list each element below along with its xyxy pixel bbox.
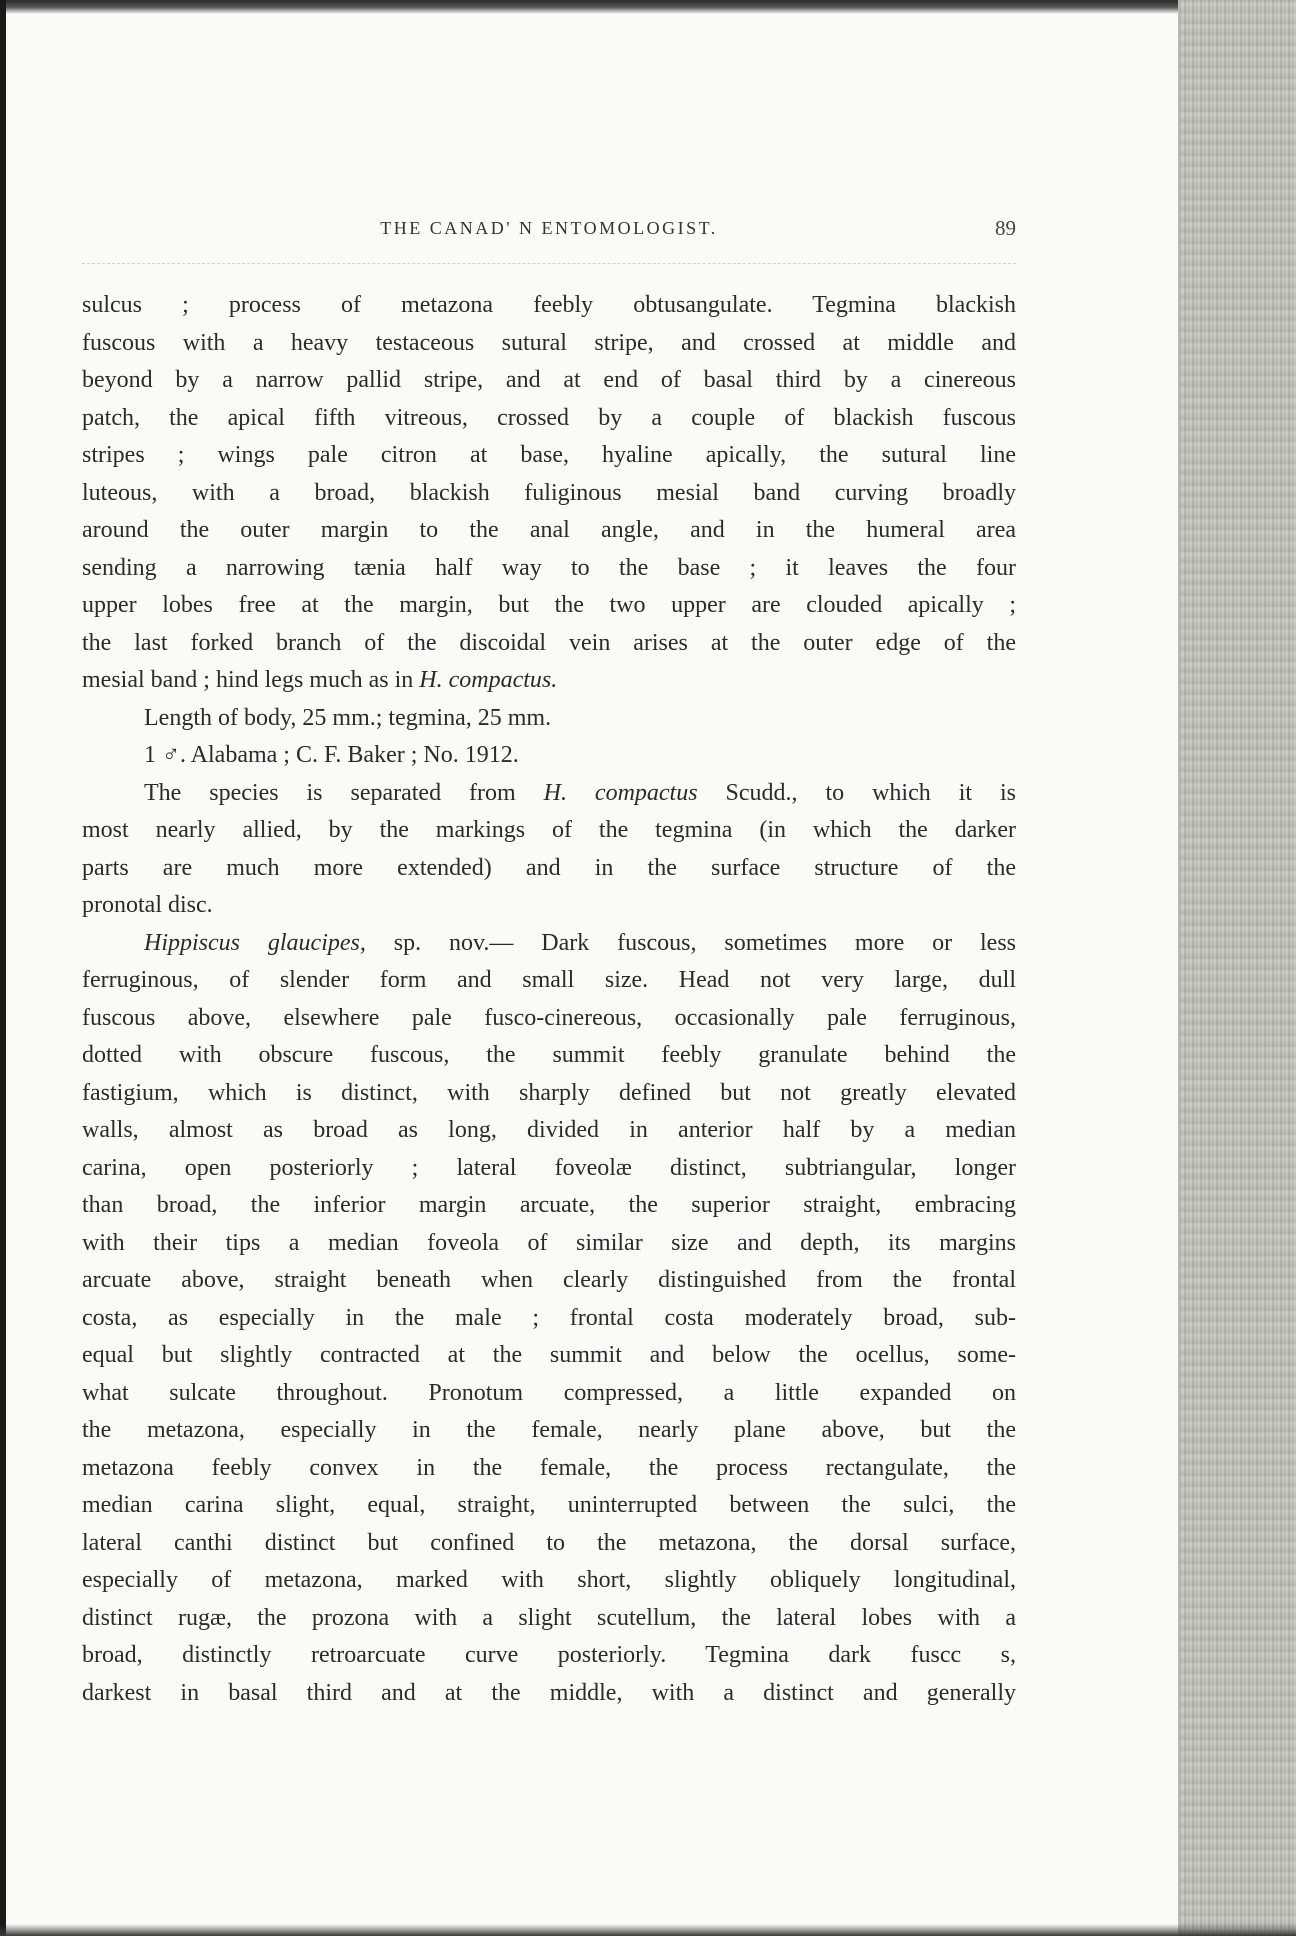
text-line (82, 925, 1016, 963)
text-segment: mesial band ; hind legs much as in (82, 667, 420, 693)
scan-right-edge-strip (1178, 0, 1296, 1936)
page-number: 89 (995, 216, 1016, 240)
text-line: with their tips a median foveola of similar size and depth, its margins (82, 1229, 1016, 1256)
text-line: walls, almost as broad as long, divided in anterior half by a median (82, 1117, 1016, 1143)
text-line: parts are much more extended) and in the surface structure of the (82, 854, 1016, 881)
species-name: H. compactus (543, 779, 698, 806)
text-line: than broad, the inferior margin arcuate, the superior straight, embracing (82, 1192, 1016, 1218)
text-line: broad, distinctly retroarcuate curve posteriorly. Tegmina dark fuscc s, (82, 1642, 1016, 1668)
header-rule (82, 263, 1016, 264)
text-line: luteous, with a broad, blackish fuliginous mesial band curving broadly (82, 479, 1016, 506)
running-head: THE CANAD' N ENTOMOLOGIST. (380, 218, 718, 238)
text-line: dotted with obscure fuscous, the summit feebly granulate behind the (82, 1042, 1016, 1068)
text-line: pronotal disc. (82, 892, 213, 918)
text-line: metazona feebly convex in the female, the process rectangulate, the (82, 1454, 1016, 1481)
body-text (82, 287, 1016, 1712)
paragraph-specimen (82, 737, 1016, 775)
text-line: most nearly allied, by the markings of the tegmina (in which the darker (82, 817, 1016, 843)
text-line: carina, open posteriorly ; lateral foveolæ distinct, subtriangular, longer (82, 1154, 1016, 1181)
text-line: sending a narrowing tænia half way to the base ; it leaves the four (82, 554, 1016, 581)
text-segment: sp. nov.— Dark fuscous, sometimes more or less (365, 929, 1017, 956)
species-name: Hippiscus glaucipes, (144, 929, 366, 956)
text-line: the metazona, especially in the female, nearly plane above, but the (82, 1417, 1016, 1443)
paragraph-4 (82, 925, 1016, 1713)
text-line: costa, as especially in the male ; frontal costa moderately broad, sub- (82, 1304, 1016, 1331)
text-line: what sulcate throughout. Pronotum compressed, a little expanded on (82, 1379, 1016, 1406)
length-line: Length of body, 25 mm.; tegmina, 25 mm. (144, 704, 552, 731)
text-line: equal but slightly contracted at the summit and below the ocellus, some- (82, 1342, 1016, 1368)
scan-bottom-shadow (0, 1924, 1296, 1936)
text-line: darkest in basal third and at the middle, with a distinct and generally (82, 1679, 1016, 1706)
paragraph-1 (82, 287, 1016, 700)
text-segment: The species is separated from (144, 779, 544, 806)
species-name: H. compactus. (419, 667, 558, 693)
text-line (82, 775, 1016, 813)
text-line: fuscous with a heavy testaceous sutural stripe, and crossed at middle and (82, 329, 1016, 356)
text-line: around the outer margin to the anal angle, and in the humeral area (82, 517, 1016, 543)
text-segment: Scudd., to which it is (697, 779, 1016, 806)
text-line: distinct rugæ, the prozona with a slight scutellum, the lateral lobes with a (82, 1604, 1016, 1631)
text-line: lateral canthi distinct but confined to the metazona, the dorsal surface, (82, 1529, 1016, 1556)
text-line: beyond by a narrow pallid stripe, and at end of basal third by a cinereous (82, 367, 1016, 393)
text-line: fastigium, which is distinct, with sharply defined but not greatly elevated (82, 1079, 1016, 1106)
text-line: the last forked branch of the discoidal vein arises at the outer edge of the (82, 629, 1016, 656)
text-line (82, 662, 1016, 700)
text-line: arcuate above, straight beneath when clearly distinguished from the frontal (82, 1267, 1016, 1293)
paragraph-3 (82, 775, 1016, 925)
text-line: median carina slight, equal, straight, uninterrupted between the sulci, the (82, 1492, 1016, 1518)
page-header (82, 214, 1016, 244)
paragraph-length (82, 700, 1016, 738)
text-line: stripes ; wings pale citron at base, hyaline apically, the sutural line (82, 442, 1016, 468)
text-line: ferruginous, of slender form and small size. Head not very large, dull (82, 967, 1016, 993)
scan-left-shadow (0, 0, 6, 1936)
scan-top-shadow (0, 0, 1296, 14)
text-line: patch, the apical fifth vitreous, crossed by a couple of blackish fuscous (82, 404, 1016, 431)
specimen-line: 1 ♂. Alabama ; C. F. Baker ; No. 1912. (144, 742, 519, 768)
text-line: fuscous above, elsewhere pale fusco-cinereous, occasionally pale ferruginous, (82, 1004, 1016, 1031)
text-line: upper lobes free at the margin, but the two upper are clouded apically ; (82, 592, 1016, 618)
text-line: sulcus ; process of metazona feebly obtusangulate. Tegmina blackish (82, 292, 1016, 318)
text-line: especially of metazona, marked with short, slightly obliquely longitudinal, (82, 1567, 1016, 1593)
